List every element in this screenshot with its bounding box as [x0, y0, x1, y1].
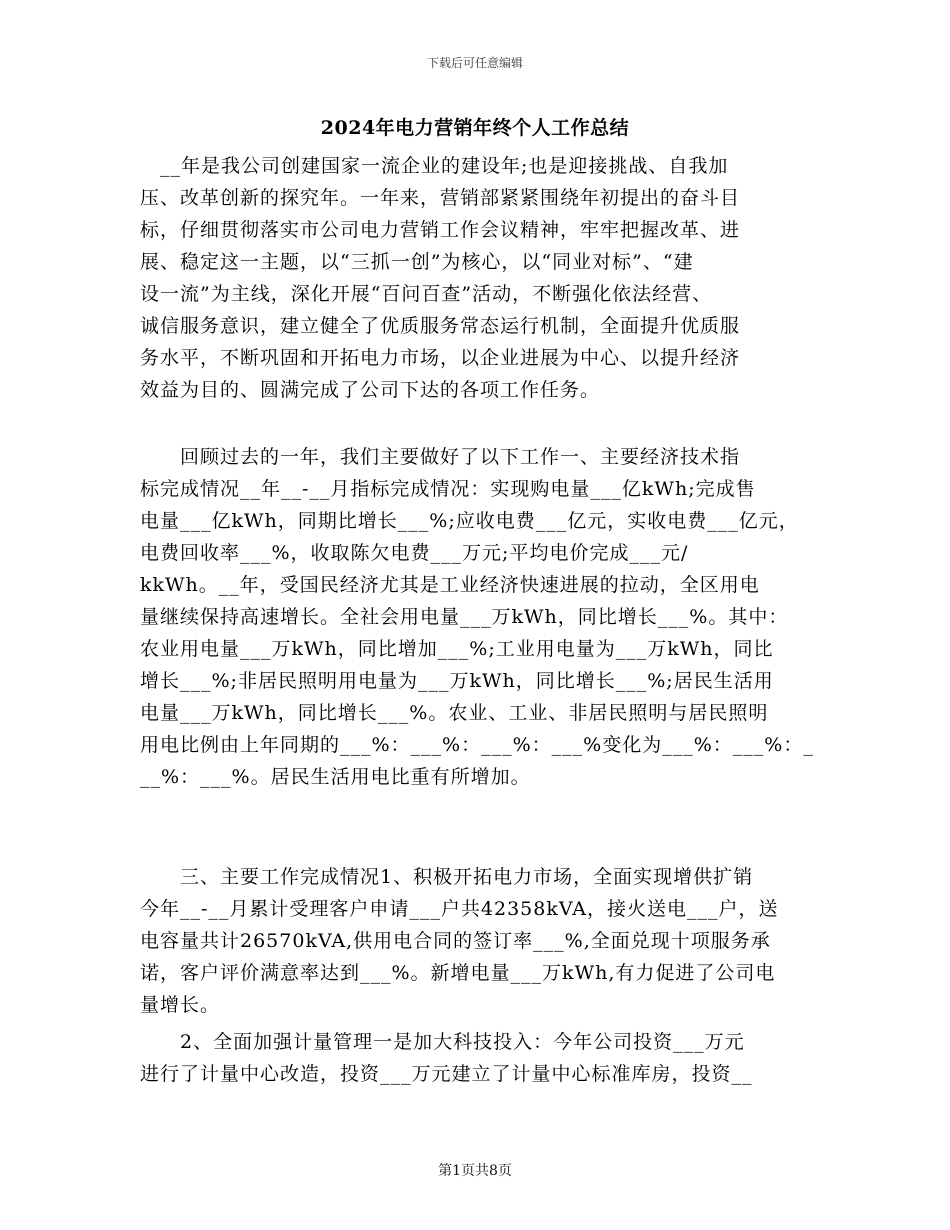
paragraph-2 [140, 441, 816, 793]
text-line: 标，仔细贯彻落实市公司电力营销工作会议精神，牢牢把握改革、进 [140, 219, 741, 241]
text-line: 效益为目的、圆满完成了公司下达的各项工作任务。 [140, 379, 601, 401]
text-line: 标完成情况__年__-__月指标完成情况：实现购电量___亿kWh;完成售 [140, 478, 756, 500]
text-line: __%：___%。居民生活用电比重有所增加。 [140, 766, 531, 788]
text-line: 今年__-__月累计受理客户申请___户共42358kVA，接火送电___户，送 [140, 898, 779, 920]
text-line: 农业用电量___万kWh，同比增加___%;工业用电量为___万kWh，同比 [140, 638, 774, 660]
text-line: 三、主要工作完成情况1、积极开拓电力市场，全面实现增供扩销 [140, 866, 754, 888]
paragraph-3 [140, 861, 816, 1021]
page-number-footer: 第1页共8页 [438, 1163, 512, 1179]
text-line: 设一流”为主线，深化开展“百问百查”活动，不断强化依法经营、 [140, 283, 713, 305]
text-line: 务水平，不断巩固和开拓电力市场，以企业进展为中心、以提升经济 [140, 347, 741, 369]
text-line: 诚信服务意识，建立健全了优质服务常态运行机制，全面提升优质服 [140, 315, 741, 337]
paragraph-4 [140, 1026, 816, 1090]
text-line: 电费回收率___%，收取陈欠电费___万元;平均电价完成___元/ [140, 542, 689, 564]
text-line: kkWh。__年，受国民经济尤其是工业经济快速进展的拉动，全区用电 [140, 574, 760, 596]
text-line: 回顾过去的一年，我们主要做好了以下工作一、主要经济技术指 [140, 446, 741, 468]
text-line: 电容量共计26570kVA,供用电合同的签订率___%,全面兑现十项服务承 [140, 930, 771, 952]
text-line: 电量___亿kWh，同期比增长___%;应收电费___亿元，实收电费___亿元， [140, 510, 799, 532]
text-line: 进行了计量中心改造，投资___万元建立了计量中心标准库房，投资__ [140, 1063, 753, 1085]
text-line: 2、全面加强计量管理一是加大科技投入：今年公司投资___万元 [140, 1031, 745, 1053]
text-line: __年是我公司创建国家一流企业的建设年;也是迎接挑战、自我加 [140, 155, 729, 177]
document-title: 2024年电力营销年终个人工作总结 [320, 117, 630, 139]
text-line: 电量___万kWh，同比增长___%。农业、工业、非居民照明与居民照明 [140, 702, 769, 724]
text-line: 增长___%;非居民照明用电量为___万kWh，同比增长___%;居民生活用 [140, 670, 774, 692]
paragraph-1 [140, 150, 816, 406]
page-header-note: 下载后可任意编辑 [426, 56, 523, 70]
text-line: 压、改革创新的探究年。一年来，营销部紧紧围绕年初提出的奋斗目 [140, 187, 741, 209]
text-line: 诺，客户评价满意率达到___%。新增电量___万kWh,有力促进了公司电 [140, 962, 776, 984]
text-line: 用电比例由上年同期的___%：___%：___%：___%变化为___%：___%：_ [140, 734, 814, 756]
text-line: 量继续保持高速增长。全社会用电量___万kWh，同比增长___%。其中： [140, 606, 789, 628]
text-line: 展、稳定这一主题，以“三抓一创”为核心，以“同业对标”、“建 [140, 251, 694, 273]
text-line: 量增长。 [140, 994, 221, 1016]
